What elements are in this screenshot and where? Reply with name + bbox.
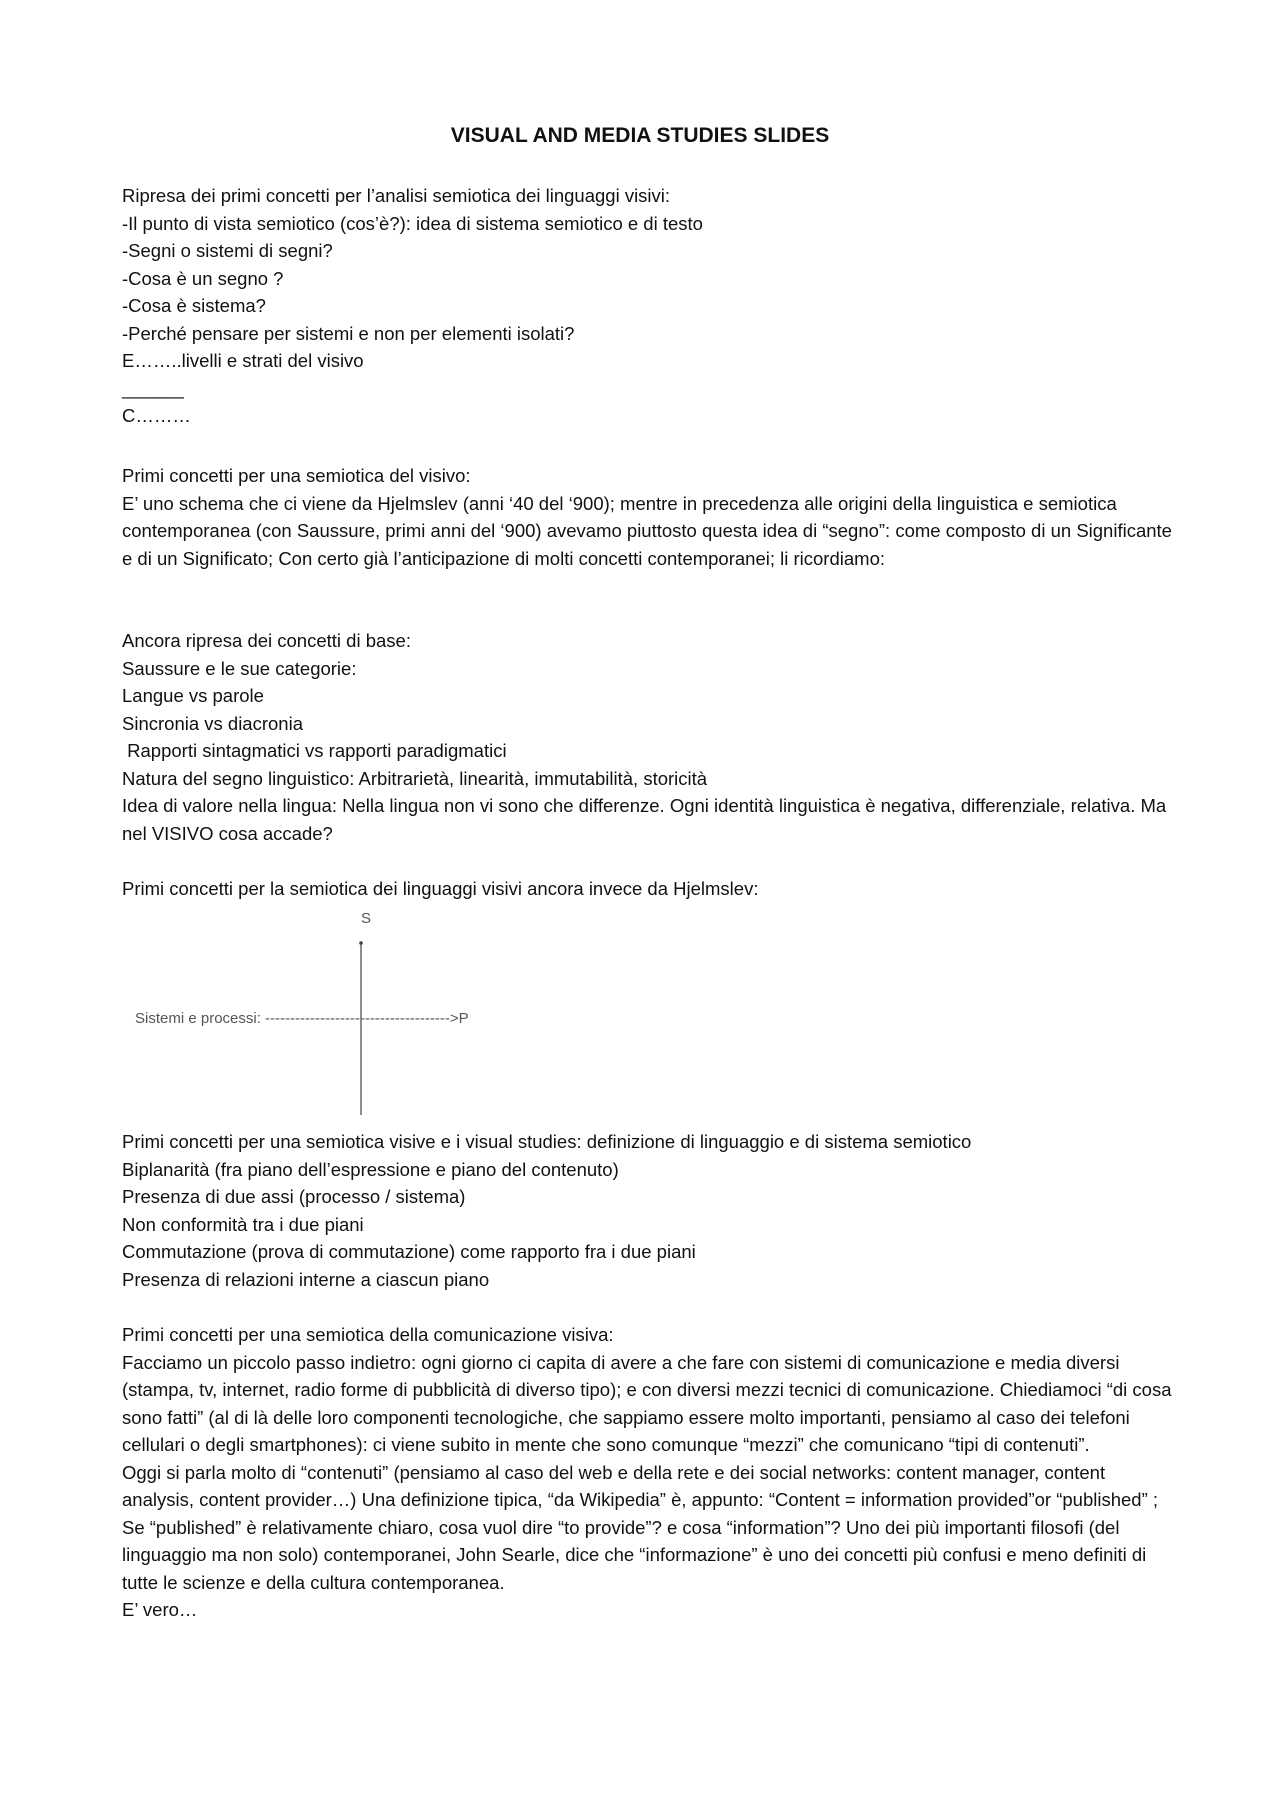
- section-heading: Primi concetti per una semiotica del visivo:: [122, 465, 471, 486]
- list-line: Commutazione (prova di commutazione) come rapporto fra i due piani: [122, 1241, 696, 1262]
- list-line: Saussure e le sue categorie:: [122, 657, 357, 679]
- section-semiotica-visivo: [122, 462, 1172, 572]
- section-definizione: [122, 1128, 1172, 1293]
- intro-line: E……..livelli e strati del visivo: [122, 350, 364, 371]
- section-heading: Ancora ripresa dei concetti di base:: [122, 630, 411, 651]
- section-comunicazione: [122, 1321, 1172, 1624]
- section-heading: Primi concetti per una semiotica della comunicazione visiva:: [122, 1324, 614, 1345]
- intro-rule: ______: [122, 377, 184, 399]
- list-line: Presenza di relazioni interne a ciascun piano: [122, 1268, 490, 1290]
- intro-line: -Il punto di vista semiotico (cos’è?): idea di sistema semiotico e di testo: [122, 212, 703, 234]
- list-line: Langue vs parole: [122, 685, 264, 706]
- list-line: Biplanarità (fra piano dell’espressione e piano del contenuto): [122, 1158, 619, 1180]
- section-heading: Primi concetti per una semiotica visive e i visual studies: definizione di linguaggio e di sistema semiotico: [122, 1131, 972, 1152]
- section-hjelmslev: [122, 875, 1172, 903]
- section-paragraph: E’ uno schema che ci viene da Hjelmslev (anni ‘40 del ‘900); mentre in precedenza alle origini della linguistica e semiotica contemporanea (con Saussure, primi anni del ‘900) avevamo piuttosto questa idea di “segno”: come composto di un Significante e di un Significato; Con certo già l’anticipazione di molti concetti contemporanei; li ricordiamo:: [122, 492, 1172, 569]
- section-paragraph: Facciamo un piccolo passo indietro: ogni giorno ci capita di avere a che fare con sistemi di comunicazione e media diversi (stampa, tv, internet, radio forme di pubblicità di diverso tipo); e con diversi mezzi tecnici di comunicazione. Chiediamoci “di cosa sono fatti” (al di là delle loro componenti tecnologiche, che sappiamo essere molto importanti, pensiamo al caso dei telefoni cellulari o degli smartphones): ci viene subito in mente che sono comunque “mezzi” che comunicano “tipi di contenuti”.: [122, 1351, 1172, 1455]
- intro-line: -Cosa è sistema?: [122, 295, 266, 316]
- section-paragraph: Idea di valore nella lingua: Nella lingua non vi sono che differenze. Ogni identità linguistica è negativa, differenziale, relativa. Ma nel VISIVO cosa accade?: [122, 795, 1167, 844]
- axis-arrow-tip: [359, 941, 363, 945]
- intro-line: -Segni o sistemi di segni?: [122, 240, 333, 261]
- axis-row-label: Sistemi e processi: ------------------------------------->P: [135, 1010, 469, 1027]
- intro-line: -Perché pensare per sistemi e non per elementi isolati?: [122, 322, 575, 344]
- section-heading: Primi concetti per la semiotica dei linguaggi visivi ancora invece da Hjelmslev:: [122, 878, 759, 899]
- page-title: VISUAL AND MEDIA STUDIES SLIDES: [450, 124, 830, 147]
- section-paragraph: Oggi si parla molto di “contenuti” (pensiamo al caso del web e della rete e dei social networks: content manager, content analysis, content provider…) Una definizione tipica, “da Wikipedia” è, appunto: “Content = information provided”or “published” ; Se “published” è relativamente chiaro, cosa vuol dire “to provide”? e cosa “information”? Uno dei più importanti filosofi (del linguaggio ma non solo) contemporanei, John Searle, dice che “informazione” è uno dei concetti più confusi e meno definiti di tutte le scienze e della cultura contemporanea.: [122, 1461, 1159, 1593]
- intro-line: Ripresa dei primi concetti per l’analisi semiotica dei linguaggi visivi:: [122, 185, 671, 206]
- closing-line: E’ vero…: [122, 1599, 198, 1620]
- list-line: Sincronia vs diacronia: [122, 712, 303, 734]
- list-line: Presenza di due assi (processo / sistema): [122, 1186, 466, 1207]
- section-saussure: [122, 627, 1172, 847]
- axis-s-label: S: [361, 910, 372, 927]
- intro-line: C………: [122, 405, 191, 426]
- list-line: Natura del segno linguistico: Arbitrarietà, linearità, immutabilità, storicità: [122, 767, 708, 789]
- list-line: Rapporti sintagmatici vs rapporti paradigmatici: [122, 740, 507, 761]
- intro-line: -Cosa è un segno ?: [122, 267, 284, 289]
- list-line: Non conformità tra i due piani: [122, 1213, 364, 1235]
- axes-diagram: [130, 905, 530, 1125]
- intro-section: [122, 182, 1172, 430]
